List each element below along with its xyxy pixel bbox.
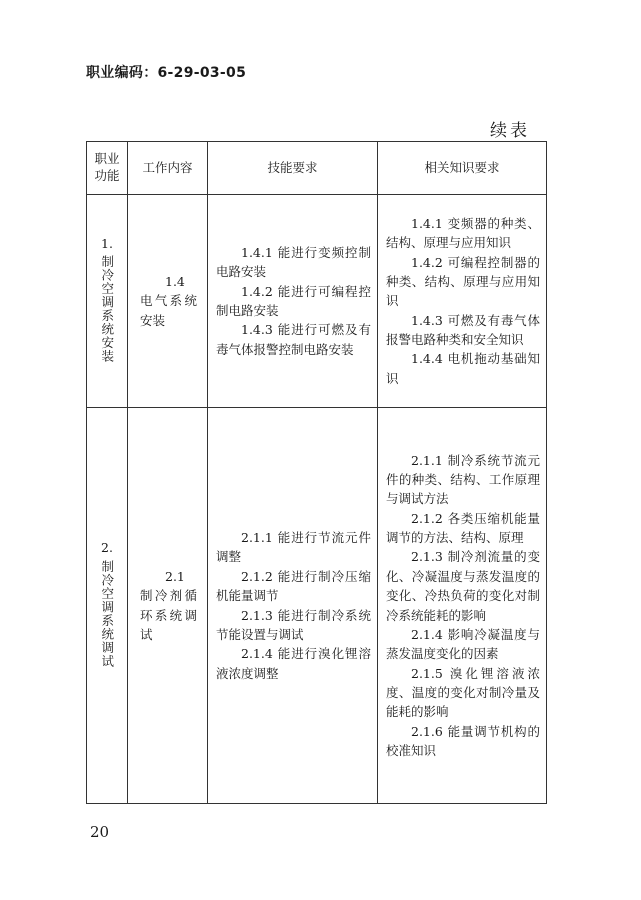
header-skill: 技能要求 [208,142,378,195]
skill-cell [208,408,378,804]
function-number: 1. [101,235,113,251]
skill-item: 1.4.2 能进行可编程控制电路安装 [216,283,371,318]
skills-table [86,141,547,804]
skill-item: 2.1.3 能进行制冷系统节能设置与调试 [216,607,371,642]
skill-item: 1.4.1 能进行变频控制电路安装 [216,244,371,280]
occupation-code: 职业编码：6-29-03-05 [86,65,247,81]
knowledge-item: 2.1.1 制冷系统节流元件的种类、结构、工作原理与调试方法 [386,452,540,507]
table-header-row [87,142,547,195]
knowledge-item: 1.4.3 可燃及有毒气体报警电路种类和安全知识 [386,312,540,348]
knowledge-item: 2.1.6 能量调节机构的校准知识 [386,723,540,759]
function-cell [87,408,128,804]
header-work: 工作内容 [128,142,208,195]
function-number: 2. [101,540,113,556]
knowledge-item: 1.4.1 变频器的种类、结构、原理与应用知识 [386,215,540,251]
work-content: 1.4 电气系统安装 [140,273,197,328]
function-name: 制冷空调系统安装 [99,255,115,363]
page-number: 20 [90,823,110,841]
skill-item: 2.1.2 能进行制冷压缩机能量调节 [216,568,371,604]
knowledge-item: 2.1.4 影响冷凝温度与蒸发温度变化的因素 [386,626,540,662]
knowledge-item: 1.4.4 电机拖动基础知识 [386,351,540,386]
table-row [87,408,547,804]
knowledge-cell [378,408,547,804]
knowledge-item: 2.1.3 制冷剂流量的变化、冷凝温度与蒸发温度的变化、冷热负荷的变化对制冷系统能耗的影响 [386,549,540,623]
skill-cell [208,195,378,408]
skill-item: 2.1.4 能进行溴化锂溶液浓度调整 [216,646,371,681]
work-content: 2.1 制冷剂循环系统调试 [140,568,197,642]
function-name: 制冷空调系统调试 [99,559,115,668]
knowledge-item: 1.4.2 可编程控制器的种类、结构、原理与应用知识 [386,254,540,309]
table-row [87,195,547,408]
work-content-cell [128,408,208,804]
header-function: 职业 功能 [87,142,128,195]
continued-label: 续表 [490,121,530,141]
knowledge-item: 2.1.5 溴化锂溶液浓度、温度的变化对制冷量及能耗的影响 [386,665,540,720]
work-content-cell [128,195,208,408]
function-cell [87,195,128,408]
skill-item: 1.4.3 能进行可燃及有毒气体报警控制电路安装 [216,322,371,357]
knowledge-item: 2.1.2 各类压缩机能量调节的方法、结构、原理 [386,510,540,545]
header-knowledge: 相关知识要求 [378,142,547,195]
knowledge-cell [378,195,547,408]
skill-item: 2.1.1 能进行节流元件调整 [216,530,371,565]
